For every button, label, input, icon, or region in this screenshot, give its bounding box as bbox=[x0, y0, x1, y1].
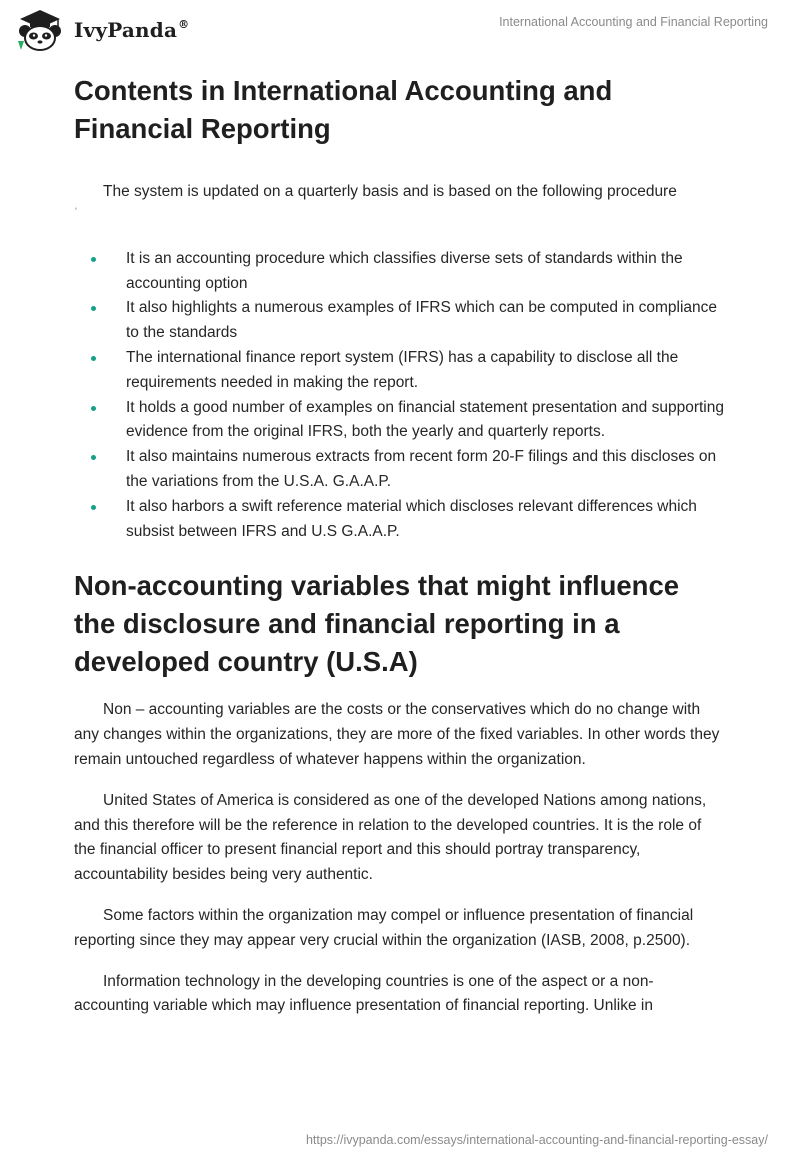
non-accounting-section bbox=[74, 698, 724, 1019]
list-item: It holds a good number of examples on financial statement presentation and supporting evidence from the original IFRS, both the yearly and quarterly reports. bbox=[74, 396, 724, 446]
section-heading-contents: Contents in International Accounting and Financial Reporting bbox=[74, 75, 613, 144]
bullet-dot-icon bbox=[91, 406, 96, 411]
list-item: It also maintains numerous extracts from recent form 20-F filings and this discloses on the variations from the U.S.A. G.A.A.P. bbox=[74, 445, 724, 495]
paragraph: Information technology in the developing countries is one of the aspect or a non-accounting variable which may influence presentation of financial reporting. Unlike in bbox=[74, 972, 654, 1015]
intro-paragraph: The system is updated on a quarterly basis and is based on the following procedure bbox=[103, 183, 677, 200]
section-heading-non-accounting: Non-accounting variables that might influence the disclosure and financial reporting in a developed country (U.S.A) bbox=[74, 570, 680, 678]
source-url-link[interactable]: https://ivypanda.com/essays/international-accounting-and-financial-reporting-essay/ bbox=[305, 1133, 768, 1147]
list-item: It also highlights a numerous examples of IFRS which can be computed in compliance to the standards bbox=[74, 296, 724, 346]
procedure-list bbox=[74, 247, 724, 545]
paragraph: Non – accounting variables are the costs or the conservatives which do no change with any changes within the organizations, they are more of the fixed variables. In other words they remain untouched regardless of whatever happens within the organization. bbox=[74, 701, 720, 768]
list-item: The international finance report system (IFRS) has a capability to disclose all the requirements needed in making the report. bbox=[74, 346, 724, 396]
bullet-dot-icon bbox=[91, 356, 96, 361]
logo-text: IvyPanda® bbox=[74, 18, 190, 42]
list-item: It is an accounting procedure which classifies diverse sets of standards within the accounting option bbox=[74, 247, 724, 297]
paragraph: United States of America is considered as one of the developed Nations among nations, and this therefore will be the reference in relation to the developed countries. It is the role of the financial officer to present financial report and this should portray transparency, accountability besides being very authentic. bbox=[74, 791, 707, 884]
list-item: It also harbors a swift reference material which discloses relevant differences which subsist between IFRS and U.S G.A.A.P. bbox=[74, 495, 724, 545]
panda-graduation-cap-icon bbox=[14, 7, 66, 53]
paragraph: Some factors within the organization may compel or influence presentation of financial reporting since they may appear very crucial within the organization (IASB, 2008, p.2500). bbox=[74, 906, 694, 949]
page-header bbox=[0, 0, 800, 60]
ivypanda-logo[interactable] bbox=[14, 7, 189, 53]
bullet-dot-icon bbox=[91, 306, 96, 311]
bullet-dot-icon bbox=[91, 505, 96, 510]
bullet-dot-icon bbox=[91, 257, 96, 262]
running-title: International Accounting and Financial Reporting bbox=[499, 15, 768, 29]
bullet-dot-icon bbox=[91, 455, 96, 460]
article-body bbox=[74, 72, 724, 1019]
stray-mark: ‘ bbox=[75, 205, 77, 216]
